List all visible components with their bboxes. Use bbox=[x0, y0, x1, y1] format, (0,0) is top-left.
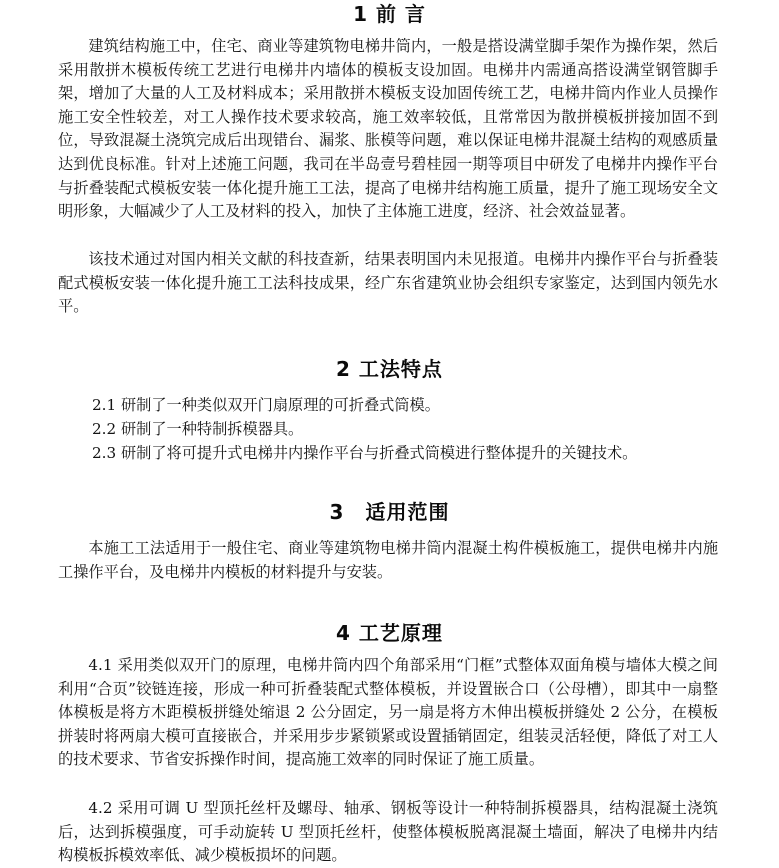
paragraph-principle-2: 4.2 采用可调 U 型顶托丝杆及螺母、轴承、钢板等设计一种特制拆模器具，结构混凝土浇筑后，达到拆模强度，可手动旋转 U 型顶托丝杆，使整体模板脱离混凝土墙面，解决了电梯井内结构模板拆模效率低、减少模板损坏的问题。 bbox=[58, 799, 718, 865]
section-heading-preface: 1 前 言 bbox=[353, 2, 426, 26]
paragraph-scope: 本施工工法适用于一般住宅、商业等建筑物电梯井筒内混凝土构件模板施工，提供电梯井内施工操作平台，及电梯井内模板的材料提升与安装。 bbox=[58, 539, 718, 581]
feature-item-1: 2.1 研制了一种类似双开门扇原理的可折叠式筒模。 bbox=[92, 396, 440, 414]
section-heading-principle: 4 工艺原理 bbox=[336, 621, 443, 645]
paragraph-preface-1: 建筑结构施工中，住宅、商业等建筑物电梯井筒内，一般是搭设满堂脚手架作为操作架，然后采用散拼木模板传统工艺进行电梯井内墙体的模板支设加固。电梯井内需通高搭设满堂钢管脚手架，增加了大量的人工及材料成本；采用散拼木模板支设加固传统工艺，电梯井筒内作业人员操作施工安全性较差，对工人操作技术要求较高，施工效率较低，且常常因为散拼模板拼接加固不到位，导致混凝土浇筑完成后出现错台、漏浆、胀模等问题，难以保证电梯井混凝土结构的观感质量达到优良标准。针对上述施工问题，我司在半岛壹号碧桂园一期等项目中研发了电梯井内操作平台与折叠装配式模板安装一体化提升施工工法，提高了电梯井结构施工质量，提升了施工现场安全文明形象，大幅减少了人工及材料的投入，加快了主体施工进度，经济、社会效益显著。 bbox=[58, 37, 718, 221]
paragraph-principle-1: 4.1 采用类似双开门的原理，电梯井筒内四个角部采用“门框”式整体双面角模与墙体大模之间利用“合页”铰链连接，形成一种可折叠装配式整体模板，并设置嵌合口（公母槽），即其中一扇整体模板是将方木距模板拼缝处缩退 2 公分固定，另一扇是将方木伸出模板拼缝处 2 公分，在模板拼装时将两扇大模可直接嵌合，并采用步步紧锁紧或设置插销固定，组装灵活轻便，降低了对工人的技术要求、节省安拆操作时间，提高施工效率的同时保证了施工质量。 bbox=[58, 656, 718, 769]
paragraph-preface-2: 该技术通过对国内相关文献的科技查新，结果表明国内未见报道。电梯井内操作平台与折叠装配式模板安装一体化提升施工工法科技成果，经广东省建筑业协会组织专家鉴定，达到国内领先水平。 bbox=[58, 250, 718, 316]
section-heading-features: 2 工法特点 bbox=[336, 357, 443, 381]
feature-item-2: 2.2 研制了一种特制拆模器具。 bbox=[92, 420, 304, 438]
feature-item-3: 2.3 研制了将可提升式电梯井内操作平台与折叠式筒模进行整体提升的关键技术。 bbox=[92, 444, 638, 462]
section-heading-scope: 3 适用范围 bbox=[329, 500, 450, 524]
